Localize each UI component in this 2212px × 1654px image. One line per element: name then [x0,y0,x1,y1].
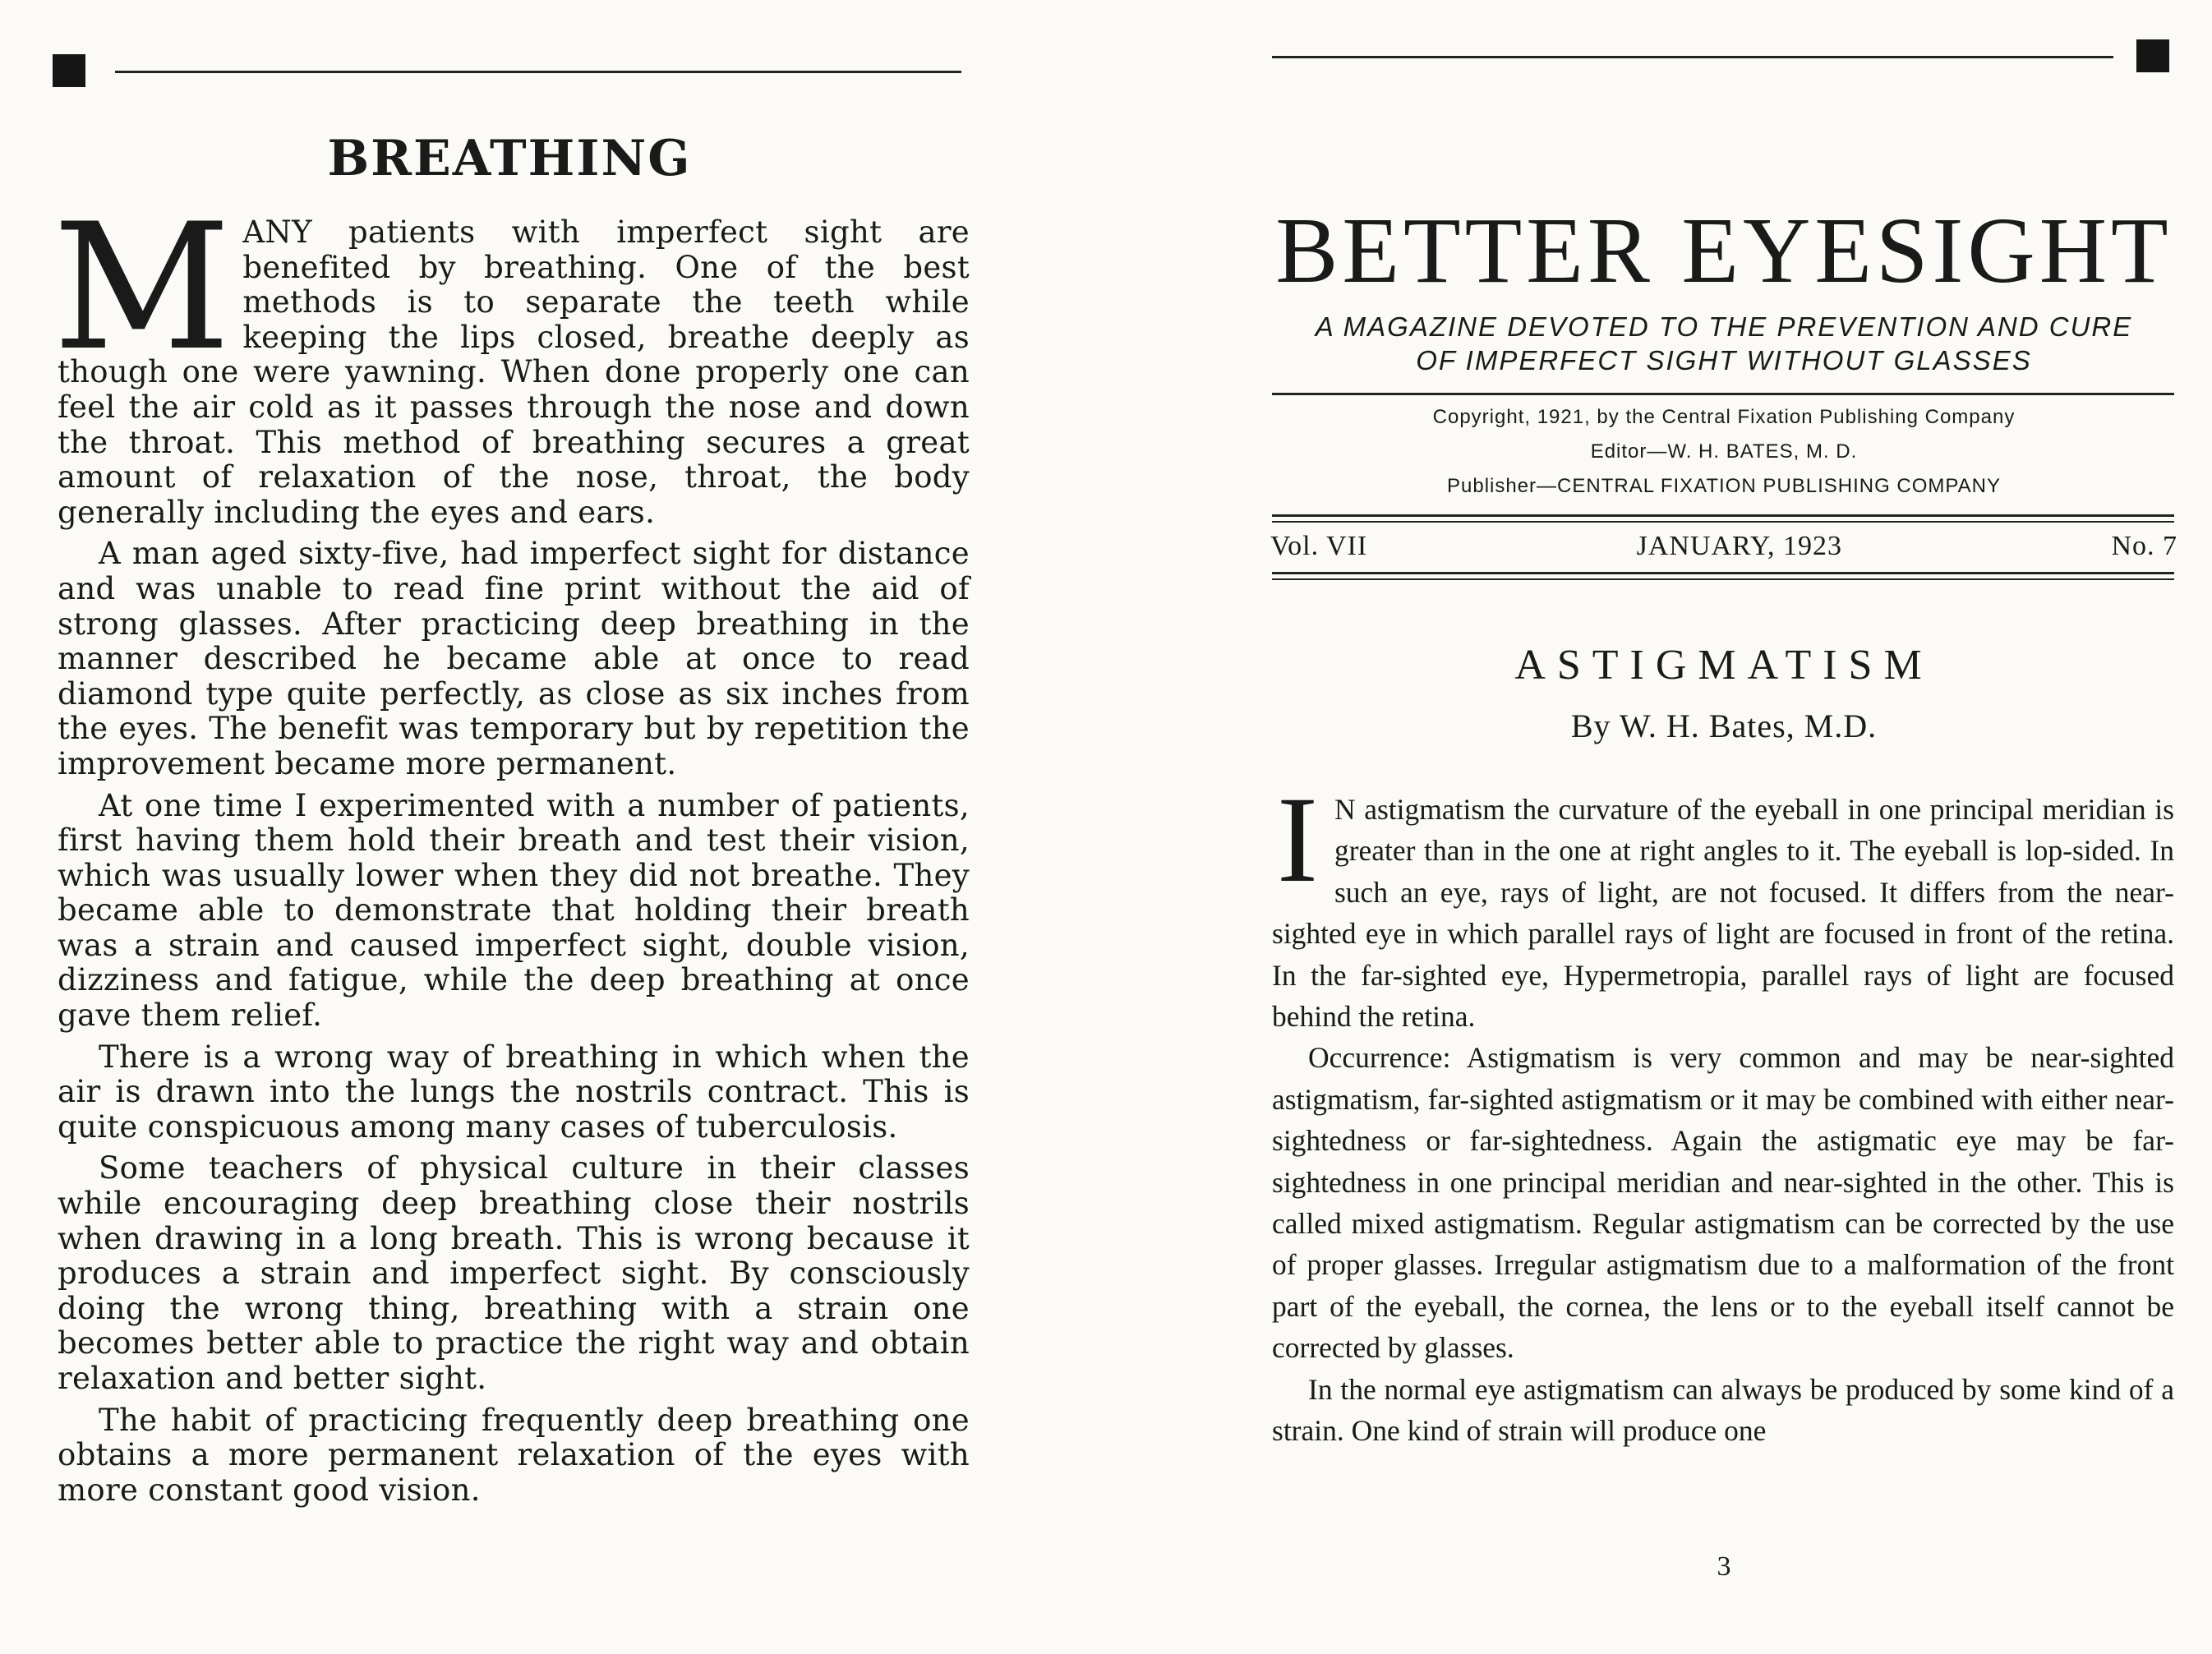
copyright-line: Copyright, 1921, by the Central Fixation Publishing Company [1432,406,2016,428]
issue-number: No. 7 [2111,531,2177,561]
drop-cap: M [53,186,232,389]
paragraph: A man aged sixty-five, had imperfect sight for distance and was unable to read fine print without the aid of strong glasses. After practicing deep breathing in the manner described he became able at once to read diamond type quite perfectly, as close as six inches from the eyes. The benefit was temporary but by repetition the improvement became more permanent. [58,536,970,781]
double-rule-top-a [1272,514,2174,517]
page-number: 3 [1717,1551,1731,1582]
paragraph [53,186,970,530]
subtitle-line-1: A MAGAZINE DEVOTED TO THE PREVENTION AND CURE [1315,311,2133,342]
top-rule-left [115,71,961,73]
subtitle-line-2: OF IMPERFECT SIGHT WITHOUT GLASSES [1416,345,2032,375]
article-title-breathing: BREATHING [327,130,692,187]
paragraph: At one time I experimented with a number of patients, first having them hold their breath and test their vision, which was usually lower when they did not breathe. They became able to demonstrate that holding their breath was a strain and caused imperfect sight, double vision, dizziness and fatigue, while the deep breathing at once gave them relief. [58,787,970,1034]
double-rule-bottom-b [1272,578,2174,580]
magazine-subtitle [1270,310,2177,377]
top-rule-right [1272,56,2113,58]
paragraph: Occurrence: Astigmatism is very common and may be near-sighted astigmatism, far-sighted astigmatism or it may be combined with either near-sightedness or far-sightedness. Again the astigmatic eye may be far-sightedness in one principal meridian and near-sighted in the other. This is called mixed astigmatism. Regular astigmatism can be corrected by the use of proper glasses. Irregular astigmatism due to a malformation of the front part of the eyeball, the cornea, the lens or to the eyeball itself cannot be corrected by glasses. [1272,1041,2174,1365]
double-rule-top-b [1272,521,2174,523]
article-body-astigmatism [1272,772,2174,1452]
paragraph: There is a wrong way of breathing in which when the air is drawn into the lungs the nostrils contract. This is quite conspicuous among many cases of tuberculosis. [58,1039,970,1145]
paragraph-text: ANY patients with imperfect sight are benefited by breathing. One of the best methods is to separate the teeth while keeping the lips closed, breathe deeply as though one were yawning. When done properly one can feel the air cold as it passes through the nose and down the throat. This method of breathing secures a great amount of relaxation of the nose, throat, the body generally including the eyes and ears. [58,214,970,530]
paragraph: Some teachers of physical culture in their classes while encouraging deep breathing close their nostrils when drawing in a long breath. This is wrong because it produces a strain and imperfect sight. By consciously doing the wrong thing, breathing with a strain one becomes better able to practice the right way and obtain relaxation and better sight. [58,1150,970,1396]
magazine-title: BETTER EYESIGHT [1275,198,2173,302]
page-corner-mark-left [53,54,85,87]
paragraph [1272,772,2174,1037]
paragraph: In the normal eye astigmatism can always be produced by some kind of a strain. One kind of strain will produce one [1272,1372,2174,1448]
page-corner-mark-right [2136,39,2169,72]
article-body-breathing [53,186,970,1514]
drop-cap: I [1277,772,1318,908]
article-title-astigmatism: ASTIGMATISM [1514,642,1933,689]
editor-line: Editor—W. H. BATES, M. D. [1590,440,1858,463]
volume-label: Vol. VII [1270,531,1368,561]
double-rule-bottom-a [1272,572,2174,574]
issue-date: JANUARY, 1923 [1636,531,1843,561]
paragraph-text: N astigmatism the curvature of the eyeball in one principal meridian is greater than in the one at right angles to it. The eyeball is lop-sided. In such an eye, rays of light, are not focused. It differs from the near-sighted eye in which parallel rays of light are focused in front of the retina. In the far-sighted eye, Hypermetropia, parallel rays of light are focused behind the retina. [1272,793,2174,1034]
issue-info-row [1270,531,2177,562]
masthead-rule [1272,393,2174,395]
paragraph: The habit of practicing frequently deep breathing one obtains a more permanent relaxation of the eyes with more constant good vision. [58,1402,970,1508]
publisher-line: Publisher—CENTRAL FIXATION PUBLISHING COMPANY [1446,475,2001,497]
article-byline: By W. H. Bates, M.D. [1570,707,1878,744]
